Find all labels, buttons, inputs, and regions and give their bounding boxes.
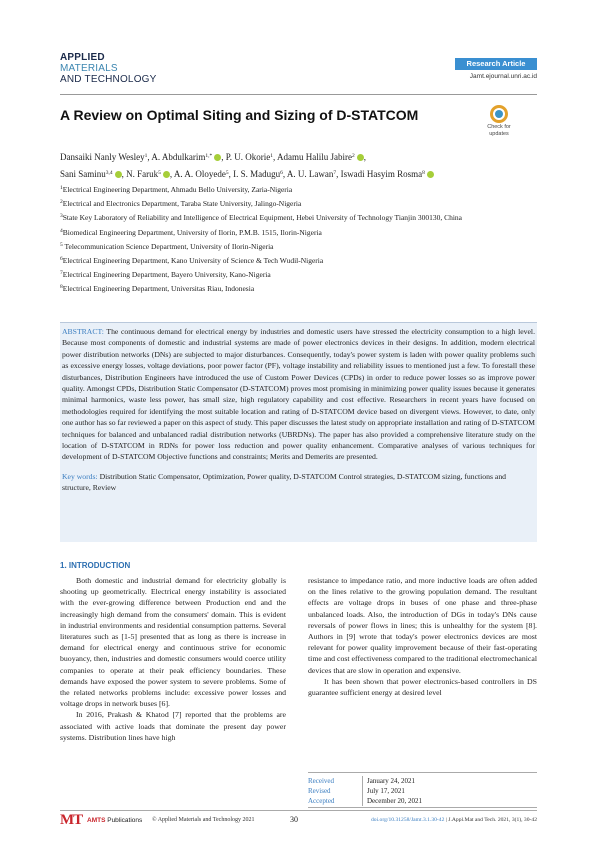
affiliation-mark: 7 [60,270,63,277]
abstract-box [60,322,537,542]
orcid-icon[interactable] [115,171,122,178]
crossmark-label-2: updates [489,131,509,137]
body-paragraph: It has been shown that power electronics-based controllers in DS guarantee sufficient energy at desired level [308,676,537,698]
affiliation-mark: 4 [60,227,63,234]
abstract-text: The continuous demand for electrical energy by industries and domestic users have stressed the electricity consumption to a high level. Because most components of domestic and industrial systems are made of power electronics devices in their designs. In addition, modern electrical power distribution networks (DNs) are subjected to major disturbances. Consequently, today's power system is laden with power quality problems such as excessive energy losses, voltage deviations, poor power factor (PF), voltage instability and reliability issues to mentioned just a few. To forestall these disturbances, Distribution Engineers have introduced the use of Custom Power Devices (CPDs) in order to reduce power losses so as improve power quality. Amongst CPDs, Distribution Static Compensator (D-STATCOM) proves most promising in minimizing power quality issues because it generates minimal harmonics, waste less power, has small size, high regulatory capability and cost effective. Researchers in recent years have focused on methodologies required for identifying the most suitable location and rating of D-STATCOM device based on divergent views. However, to date, only one author has so far reviewed a paper on this aspect of study. This paper discusses the latest study on appropriate installation and rating of D-STATCOM techniques for balanced and unbalanced radial distribution networks (UBRDNs). The paper has also provided a comprehensive literature study on the location of D-STATCOM in RDNs for power loss reduction and power quality enhancement. Comparative analyses of various techniques for development of D-STATCOM Objective functions and constraints; Merits and Demerits are presented. [62,327,535,462]
author-name: A. U. Lawan [286,169,334,179]
body-paragraph: Both domestic and industrial demand for electricity globally is shooting up geometrically. Electrical energy instability is associated with the ever-growing difference between Production end and the increasingly high demand from the consumers' domain. This is evident in industrial environments and residential consumption patterns. Several literatures such as [1-5] presented that as long as there is increase in demand for electrical energy and continuous strive for economic buoyancy, then, industries and domestic consumers would coerce utility companies to operate at their peak efficiency boundaries. These demands have exposed the power system to severe problems. Some of the related networks problems include: excessive power losses and voltage drops in network buses [6]. [60,576,286,709]
affiliation [60,225,520,239]
journal-logo [60,52,157,85]
affiliation [60,239,520,253]
body-paragraph: In 2016, Prakash & Khatod [7] reported that the problems are associated with active loads that dominate the present day power systems. Distribution lines have high [60,710,286,742]
journal-website[interactable]: Jamt.ejournal.unri.ac.id [469,73,537,80]
author-affiliation-mark: 5 [158,170,161,176]
doi-link[interactable]: doi.org/10.31258/Jamt.3.1.30-42 [371,817,445,823]
affiliation-mark: 5 [60,241,63,248]
author-separator: , [363,152,366,162]
orcid-icon[interactable] [357,154,364,161]
history-date: December 20, 2021 [362,796,422,806]
affiliation-text: Telecommunication Science Department, University of Ilorin-Nigeria [62,241,274,251]
affiliation-mark: 6 [60,256,63,263]
section-heading: 1. INTRODUCTION [60,561,131,570]
page-number: 30 [290,815,298,824]
affiliation [60,267,520,281]
author-name: Iswadi Hasyim Rosma [340,169,423,179]
history-label: Revised [308,787,331,795]
orcid-icon[interactable] [427,171,434,178]
abstract [62,326,535,463]
affiliation-mark: 8 [60,284,63,291]
affiliation-mark: 1 [60,185,63,191]
paper-title: A Review on Optimal Siting and Sizing of D-STATCOM [60,107,419,123]
author-line [60,148,520,165]
keywords-text: Distribution Static Compensator, Optimization, Power quality, D-STATCOM Control strategies, D-STATCOM sizing, functions and structure, Review [62,471,507,493]
publisher-name-rest: Publications [105,817,143,824]
affiliation-mark: 3 [60,213,63,220]
author-line [60,165,520,182]
affiliation-text: Electrical and Electronics Department, Taraba State University, Jalingo-Nigeria [62,199,302,209]
history-label: Received [308,777,335,785]
doi-citation [310,817,537,823]
history-row [308,776,537,786]
author-separator: , [221,152,226,162]
affiliation-text: Electrical Engineering Department, Bayero University, Kano-Nigeria [62,270,271,280]
abstract-label: ABSTRACT: [62,327,104,336]
crossmark-badge[interactable] [481,105,517,137]
publisher-logo: MT [60,812,83,828]
author-affiliation-mark: 3,4 [105,170,113,176]
author-name: Adamu Halilu Jabire [277,152,352,162]
author-affiliation-mark: 7 [333,170,337,176]
history-date: July 17, 2021 [362,786,405,796]
affiliation-text: State Key Laboratory of Reliability and Intelligence of Electrical Equipment, Hebei University of Technology Tianjin 300130, China [62,213,462,223]
history-date: January 24, 2021 [362,776,415,786]
author-affiliation-mark: 8 [422,170,425,176]
author-name: Sani Saminu [60,169,106,179]
affiliation-text: Electrical Engineering Department, Universitas Riau, Indonesia [62,284,255,294]
body-column-left [60,575,286,743]
author-separator: , [272,152,277,162]
crossmark-icon [490,105,508,123]
article-history [308,772,537,808]
history-row [308,796,537,806]
author-affiliation-mark: 1,* [205,153,213,159]
affiliation-text: Biomedical Engineering Department, University of Ilorin, P.M.B. 1515, Ilorin-Nigeria [62,227,322,237]
author-separator: , [147,152,152,162]
author-list [60,148,520,182]
author-name: N. Faruk [126,169,159,179]
footer-divider [60,810,537,811]
author-affiliation-mark: 1 [144,153,148,159]
author-name: A. Abdulkarim [151,152,206,162]
copyright-notice: © Applied Materials and Technology 2021 [152,817,255,823]
crossmark-label-1: Check for [487,124,511,130]
affiliation-mark: 2 [60,199,63,206]
affiliation [60,182,520,196]
publisher-name [87,817,142,824]
article-type-badge: Research Article [455,58,537,70]
citation-text: | J.Appl.Mat and Tech. 2021, 3(1), 30-42 [444,817,537,823]
affiliation-text: Electrical Engineering Department, Kano University of Science & Tech Wudil-Nigeria [62,256,324,266]
affiliation [60,210,520,224]
affiliation [60,196,520,210]
affiliation [60,253,520,267]
body-paragraph: resistance to impedance ratio, and more inductive loads are often added on the lines relative to the growing population demand. The resultant effects are voltage drops in buses of one phase and three-phase unbalanced loads. Also, the introduction of DGs in today's DNs cause reversals of power flows in lines; this is unhealthy for the system [8]. Authors in [9] wrote that today's power electronics devices are most relevant for power quality improvement because of their fast-operating time and cost effectiveness compared to the traditional electromechanical devices that are slow in operation and expensive. [308,576,537,675]
affiliation-text: Electrical Engineering Department, Ahmadu Bello University, Zaria-Nigeria [62,185,293,194]
author-affiliation-mark: 6 [280,170,283,176]
affiliation-list [60,182,520,296]
author-separator: , [336,169,341,179]
author-name: I. S. Madugu [233,169,281,179]
history-row [308,786,537,796]
author-separator: , [282,169,287,179]
author-separator: , [121,169,127,179]
author-affiliation-mark: 1 [270,153,273,159]
author-separator: , [228,169,234,179]
header-divider [60,94,537,95]
page-footer [60,810,537,828]
journal-logo-line2: MATERIALS [60,63,118,74]
keywords-label: Key words: [62,471,98,481]
author-affiliation-mark: 2 [351,153,355,159]
orcid-icon[interactable] [163,171,170,178]
affiliation [60,281,520,295]
author-name: Dansaiki Nanly Wesley [60,152,145,162]
author-affiliation-mark: 5 [225,170,229,176]
author-name: A. A. Oloyede [173,169,226,179]
history-label: Accepted [308,797,335,805]
journal-logo-line1: APPLIED [60,52,105,63]
author-name: P. U. Okorie [225,152,271,162]
body-column-right [308,575,537,698]
journal-logo-line3: AND TECHNOLOGY [60,74,157,85]
publisher-name-bold: AMTS [87,817,106,824]
author-separator: , [169,169,174,179]
keywords [62,471,535,494]
